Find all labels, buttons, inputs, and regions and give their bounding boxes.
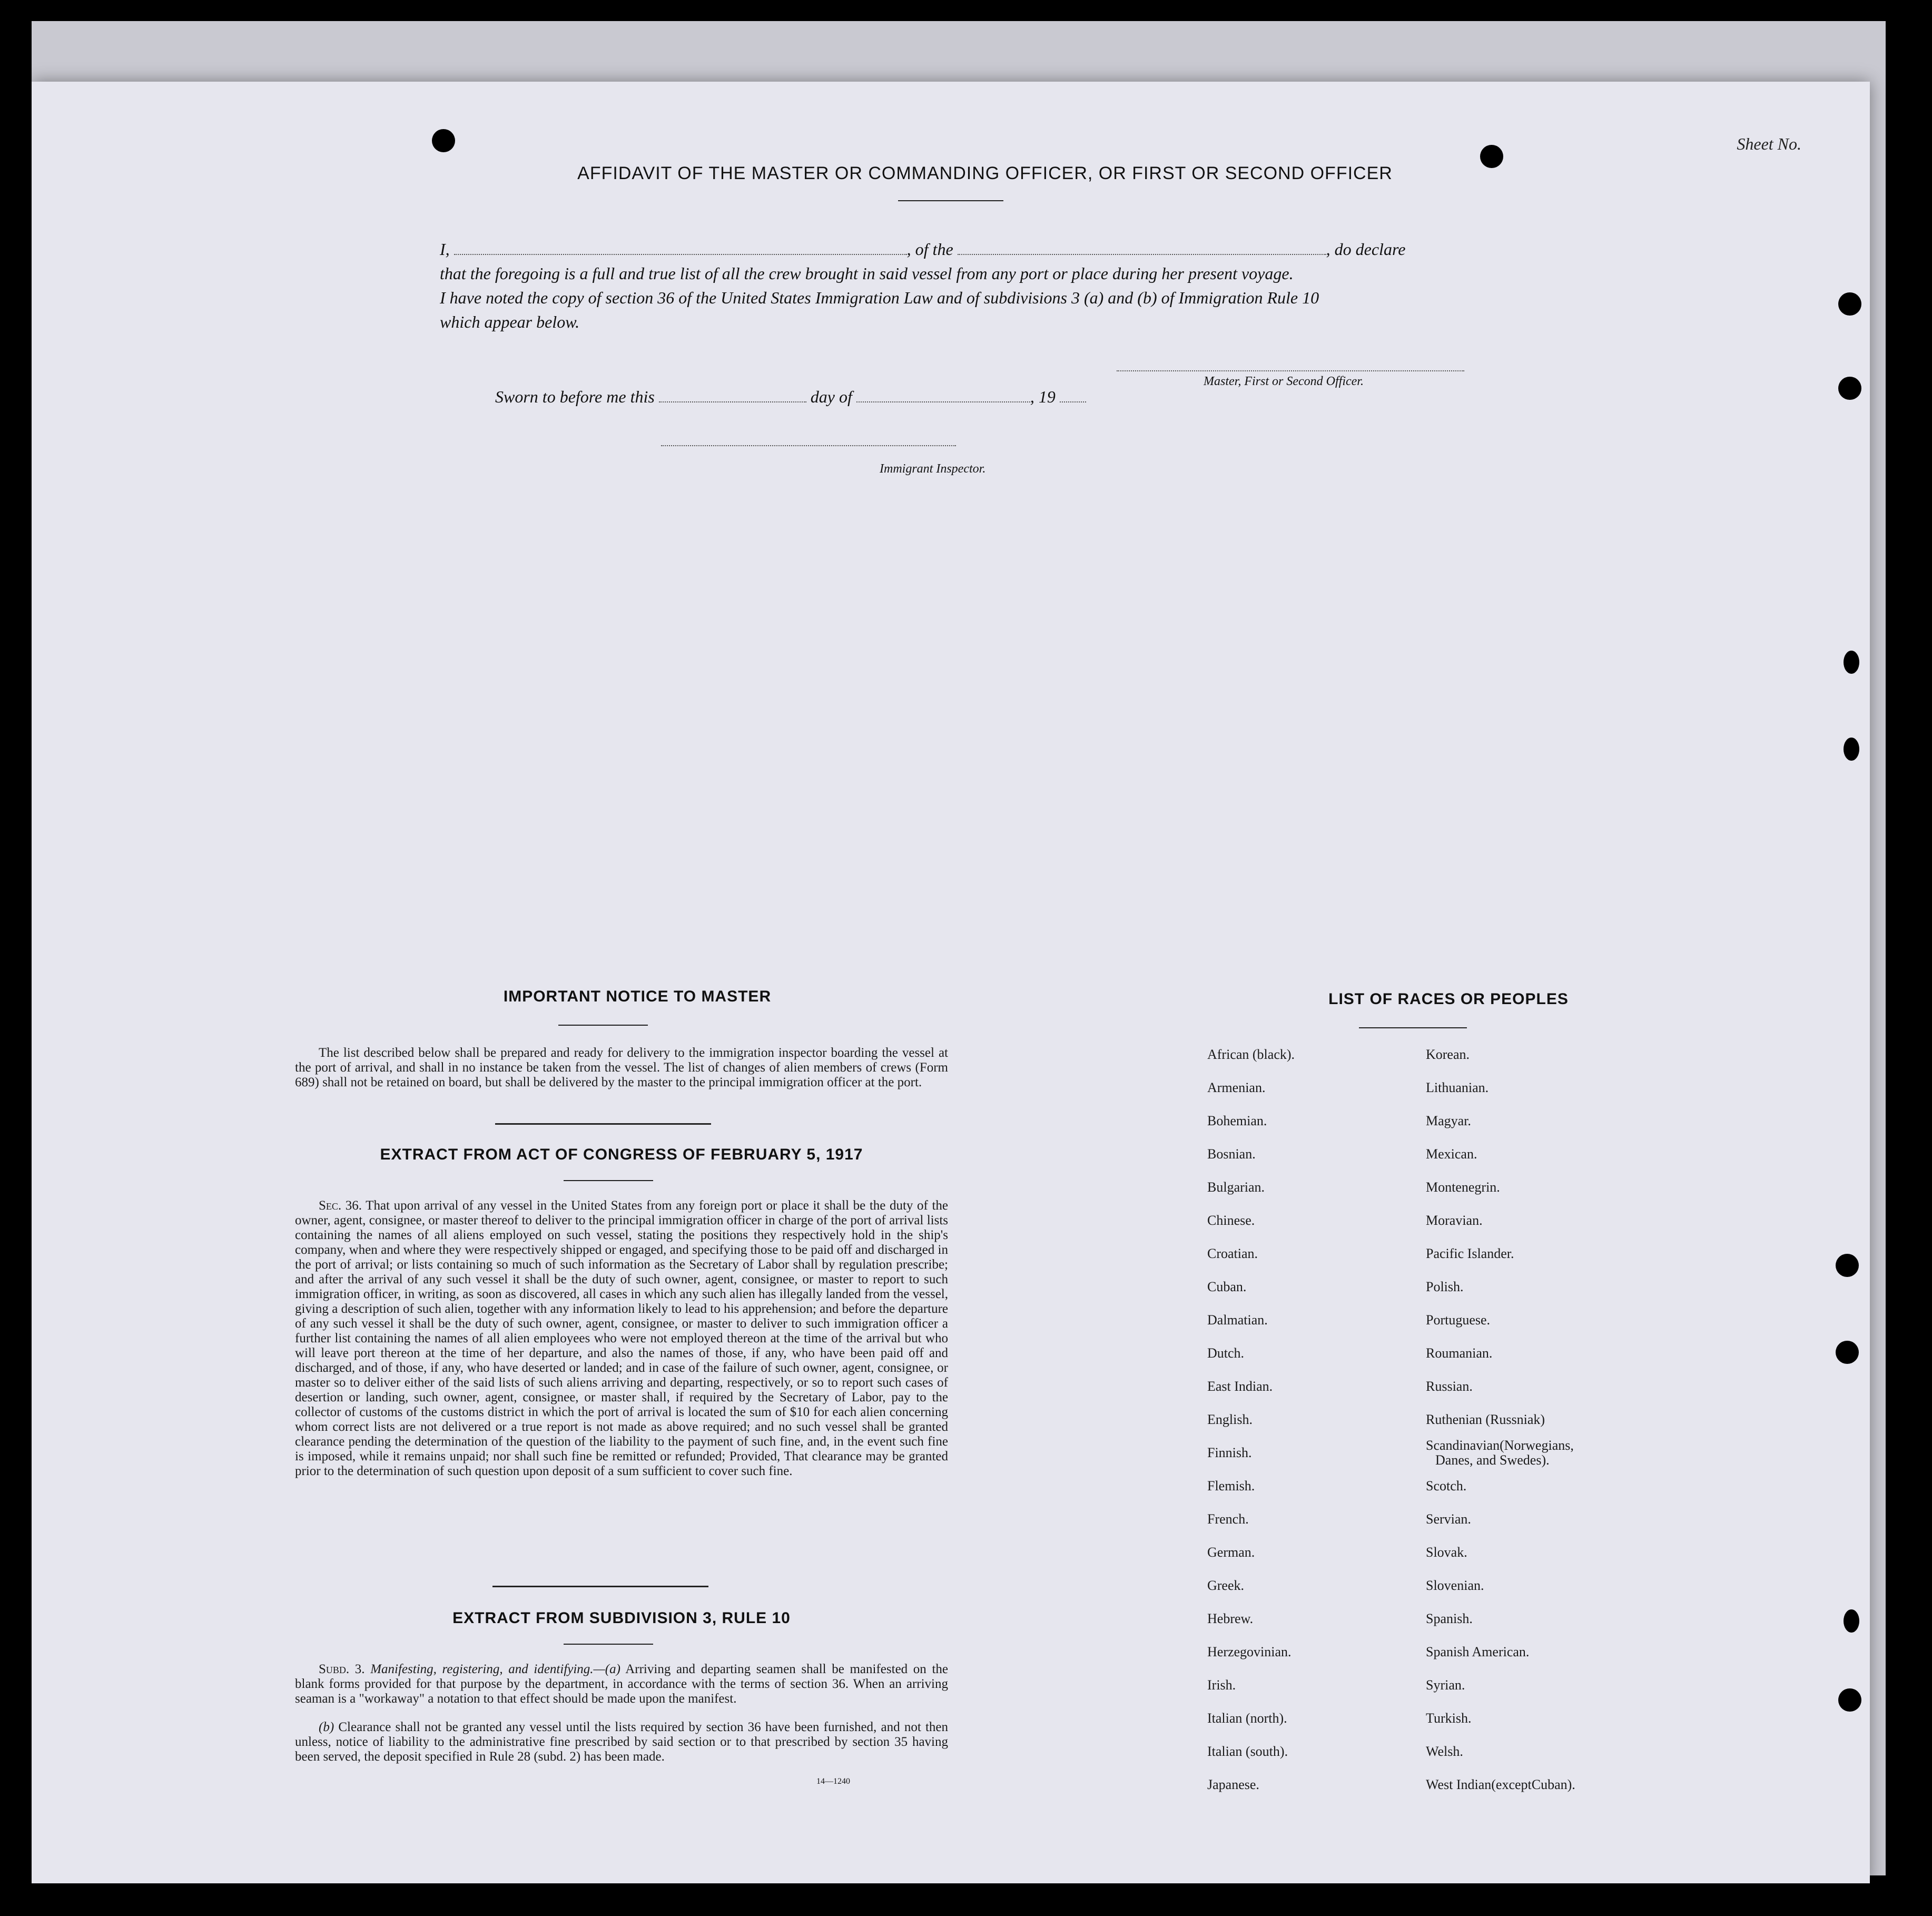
master-signature-line[interactable] — [1117, 370, 1464, 371]
affidavit-line-1 — [440, 237, 1467, 261]
form-sheet — [32, 82, 1870, 1883]
race-item — [1207, 1536, 1386, 1569]
race-item — [1426, 1735, 1647, 1768]
inspector-label: Immigrant Inspector. — [880, 462, 986, 476]
race-item-label: Roumanian. — [1426, 1345, 1493, 1361]
affidavit-title: AFFIDAVIT OF THE MASTER OR COMMANDING OFFICER, OR FIRST OR SECOND OFFICER — [577, 163, 1393, 183]
race-item — [1426, 1536, 1647, 1569]
race-item-label: Portuguese. — [1426, 1312, 1491, 1328]
affidavit-i: I, — [440, 240, 450, 259]
race-item — [1207, 1038, 1386, 1071]
act-extract-text — [295, 1198, 948, 1479]
race-item — [1426, 1038, 1647, 1071]
sheet-number-label: Sheet No. — [1737, 134, 1801, 153]
race-item — [1426, 1702, 1647, 1735]
punch-hole-icon — [1844, 1609, 1859, 1633]
notice-title: IMPORTANT NOTICE TO MASTER — [503, 988, 772, 1005]
rule-subd-heading: Manifesting, registering, and identifying.—(a) — [370, 1662, 620, 1676]
race-item — [1207, 1104, 1386, 1137]
race-item-label: Mexican. — [1426, 1146, 1477, 1162]
race-item-label: West Indian(exceptCuban). — [1426, 1777, 1575, 1792]
sworn-day-of: day of — [810, 387, 852, 406]
race-item-continuation: Danes, and Swedes). — [1435, 1452, 1550, 1468]
race-item — [1426, 1668, 1647, 1702]
race-item — [1207, 1237, 1386, 1270]
divider — [492, 1586, 708, 1587]
rule-text-b: Clearance shall not be granted any vessel until the lists required by section 36 have been furnished, and not then unless, notice of liability to the administrative fine prescribed by said section or to that prescribed by section 35 having been served, the deposit specified in Rule 28 (subd. 2) has been made. — [295, 1720, 949, 1764]
race-item-label: Scotch. — [1426, 1478, 1467, 1494]
divider — [898, 200, 1003, 201]
race-item — [1426, 1768, 1647, 1801]
act-extract-title: EXTRACT FROM ACT OF CONGRESS OF FEBRUARY 5, 1917 — [380, 1146, 863, 1163]
punch-hole-icon — [1838, 292, 1861, 316]
race-item — [1426, 1602, 1647, 1635]
race-item-label: French. — [1207, 1511, 1249, 1527]
race-item-label: Lithuanian. — [1426, 1080, 1489, 1095]
punch-hole-icon — [1836, 1254, 1859, 1277]
race-item — [1426, 1270, 1647, 1303]
affidavit-of-the: , of the — [906, 240, 953, 259]
race-item — [1207, 1635, 1386, 1668]
race-item-label: Cuban. — [1207, 1279, 1247, 1294]
race-item-label: Italian (south). — [1207, 1744, 1288, 1759]
race-item — [1207, 1303, 1386, 1337]
races-column-2 — [1426, 1038, 1647, 1801]
race-item-label: African (black). — [1207, 1047, 1295, 1062]
race-item-label: Flemish. — [1207, 1478, 1255, 1494]
race-item — [1207, 1602, 1386, 1635]
race-item-label: Chinese. — [1207, 1213, 1255, 1228]
race-item — [1426, 1104, 1647, 1137]
race-item-label: English. — [1207, 1412, 1253, 1427]
race-item-label: Pacific Islander. — [1426, 1246, 1514, 1261]
race-item — [1207, 1071, 1386, 1104]
race-item — [1426, 1303, 1647, 1337]
race-item-label: Finnish. — [1207, 1445, 1252, 1460]
race-item — [1207, 1403, 1386, 1436]
race-item — [1207, 1436, 1386, 1469]
race-item-label: Korean. — [1426, 1047, 1470, 1062]
race-item-label: Moravian. — [1426, 1213, 1483, 1228]
race-item — [1426, 1337, 1647, 1370]
divider — [564, 1644, 653, 1645]
race-item — [1207, 1768, 1386, 1801]
divider — [495, 1123, 711, 1125]
race-item — [1207, 1337, 1386, 1370]
sworn-label: Sworn to before me this — [495, 387, 655, 406]
race-item-label: German. — [1207, 1545, 1255, 1560]
name-field[interactable] — [454, 254, 907, 255]
race-item — [1207, 1502, 1386, 1536]
divider — [564, 1180, 653, 1181]
rule-extract-text-b — [295, 1720, 948, 1764]
race-item — [1426, 1370, 1647, 1403]
race-item — [1426, 1469, 1647, 1502]
affidavit-line-2: that the foregoing is a full and true list of all the crew brought in said vessel from any port or place during her present voyage. — [440, 264, 1294, 283]
sworn-month-field[interactable] — [856, 401, 1030, 402]
notice-text: The list described below shall be prepared and ready for delivery to the immigration inspector boarding the vessel at the port of arrival, and shall in no instance be taken from the vessel. The list of changes of alien members of crews (Form 689) shall not be retained on board, but shall be delivered by the master to the principal immigration officer at the port. — [295, 1046, 948, 1089]
race-item — [1207, 1668, 1386, 1702]
race-item-label: Servian. — [1426, 1511, 1471, 1527]
act-section-body: That upon arrival of any vessel in the United States from any foreign port or place it shall be the duty of the owner, agent, consignee, or master thereof to deliver to the principal immigration officer in charge of the port of arrival lists containing the names of all aliens employed on such vessel, stating the positions they respectively hold in the ship's company, when and where they were respectively shipped or engaged, and specifying those to be paid off and discharged in the port of arrival; or lists containing so much of such information as the Secretary of Labor shall by regulation prescribe; and after the arrival of any such vessel it shall be the duty of such owner, agent, consignee, or master to report to such immigration officer, in writing, as soon as discovered, all cases in which any such alien has illegally landed from the vessel, giving a description of such alien, together with any information likely to lead to his apprehension; and before the departure of any such vessel it shall be the duty of such owner, agent, consignee, or master to deliver to such immigration officer a further list containing the names of all alien employees who were not employed thereon at the time of the arrival but who will leave port thereon at the time of her departure, and also the names of those, if any, who have been paid off and discharged, and of those, if any, who have deserted or landed; and in case of the failure of such owner, agent, consignee, or master so to deliver either of the said lists of such aliens arriving and departing, respectively, or so to report such cases of desertion or landing, such owner, agent, consignee, or master shall, if required by the Secretary of Labor, pay to the collector of customs of the customs district in which the port of arrival is located the sum of $10 for each alien concerning whom correct lists are not delivered or a true report is not made as above required; and no such vessel shall be granted clearance pending the determination of the question of the liability to the payment of such fine, and, in the event such fine is imposed, while it remains unpaid; nor shall such fine be remitted or refunded; Provided, That clearance may be granted prior to the determination of such question upon deposit of a sum sufficient to cover such fine. — [295, 1198, 948, 1478]
race-item-label: Armenian. — [1207, 1080, 1266, 1095]
punch-hole-icon — [1838, 377, 1861, 400]
race-item — [1207, 1204, 1386, 1237]
divider — [1359, 1027, 1467, 1028]
sworn-day-field[interactable] — [659, 401, 806, 402]
race-item-label: Japanese. — [1207, 1777, 1259, 1792]
master-label: Master, First or Second Officer. — [1204, 375, 1364, 388]
punch-hole-icon — [1844, 738, 1859, 761]
race-item — [1207, 1171, 1386, 1204]
race-item-label: Turkish. — [1426, 1711, 1472, 1726]
race-item-label: Greek. — [1207, 1578, 1245, 1593]
vessel-field[interactable] — [958, 254, 1326, 255]
race-item-label: Hebrew. — [1207, 1611, 1254, 1626]
race-item — [1426, 1569, 1647, 1602]
punch-hole-icon — [1480, 145, 1503, 168]
race-item-label: Welsh. — [1426, 1744, 1463, 1759]
race-item-label: Syrian. — [1426, 1677, 1465, 1693]
sworn-year: , 19 — [1030, 387, 1056, 406]
race-item — [1207, 1370, 1386, 1403]
races-title: LIST OF RACES OR PEOPLES — [1328, 990, 1569, 1008]
race-item — [1207, 1137, 1386, 1171]
race-item-label: Russian. — [1426, 1379, 1473, 1394]
race-item — [1426, 1635, 1647, 1668]
rule-extract-text-a — [295, 1662, 948, 1706]
race-item — [1207, 1469, 1386, 1502]
race-item-label: Irish. — [1207, 1677, 1236, 1693]
race-item — [1207, 1569, 1386, 1602]
race-item — [1426, 1204, 1647, 1237]
race-item — [1426, 1403, 1647, 1436]
race-item-label: Spanish. — [1426, 1611, 1473, 1626]
inspector-signature-line[interactable] — [661, 445, 956, 446]
rule-extract-title: EXTRACT FROM SUBDIVISION 3, RULE 10 — [452, 1609, 791, 1627]
race-item-label: East Indian. — [1207, 1379, 1273, 1394]
race-item-label: Dutch. — [1207, 1345, 1245, 1361]
race-item-label: Magyar. — [1426, 1113, 1471, 1128]
punch-hole-icon — [1836, 1341, 1859, 1364]
race-item-label: Slovenian. — [1426, 1578, 1484, 1593]
race-item-label: Scandinavian(Norwegians, — [1426, 1438, 1574, 1453]
race-item-label: Ruthenian (Russniak) — [1426, 1412, 1545, 1427]
form-number: 14—1240 — [816, 1777, 850, 1786]
race-item-label: Spanish American. — [1426, 1644, 1530, 1659]
race-item — [1207, 1270, 1386, 1303]
race-item-label: Herzegovinian. — [1207, 1644, 1292, 1659]
races-column-1 — [1207, 1038, 1386, 1801]
race-item-label: Bohemian. — [1207, 1113, 1267, 1128]
affidavit-line-4: which appear below. — [440, 312, 580, 331]
sworn-line — [495, 385, 1180, 409]
race-item-label: Dalmatian. — [1207, 1312, 1268, 1328]
race-item — [1426, 1436, 1647, 1469]
race-item-label: Bulgarian. — [1207, 1180, 1265, 1195]
race-item-label: Polish. — [1426, 1279, 1464, 1294]
affidavit-do-declare: , do declare — [1326, 240, 1406, 259]
race-item-label: Croatian. — [1207, 1246, 1258, 1261]
race-item — [1426, 1071, 1647, 1104]
punch-hole-icon — [1838, 1688, 1861, 1712]
act-section-label: Sec. 36. — [319, 1198, 362, 1213]
rule-subd-label: Subd. 3. — [319, 1662, 365, 1676]
sworn-year-field[interactable] — [1060, 401, 1086, 402]
punch-hole-icon — [432, 129, 455, 152]
race-item-label: Italian (north). — [1207, 1711, 1287, 1726]
punch-hole-icon — [1844, 651, 1859, 674]
race-item-label: Bosnian. — [1207, 1146, 1256, 1162]
race-item — [1426, 1237, 1647, 1270]
race-item — [1426, 1171, 1647, 1204]
race-item-label: Montenegrin. — [1426, 1180, 1500, 1195]
race-item — [1426, 1502, 1647, 1536]
rule-text-a: Arriving and departing seamen shall be manifested on the blank forms provided for that purpose by the department, in accordance with the terms of section 36. When an arriving seaman is a "workaway" a notation to that effect should be made upon the manifest. — [295, 1662, 948, 1706]
race-item-label: Slovak. — [1426, 1545, 1467, 1560]
race-item — [1207, 1702, 1386, 1735]
race-item — [1207, 1735, 1386, 1768]
race-item — [1426, 1137, 1647, 1171]
affidavit-line-3: I have noted the copy of section 36 of the United States Immigration Law and of subdivisions 3 (a) and (b) of Immigration Rule 10 — [440, 288, 1319, 307]
rule-b-label: (b) — [319, 1720, 334, 1734]
divider — [558, 1025, 648, 1026]
